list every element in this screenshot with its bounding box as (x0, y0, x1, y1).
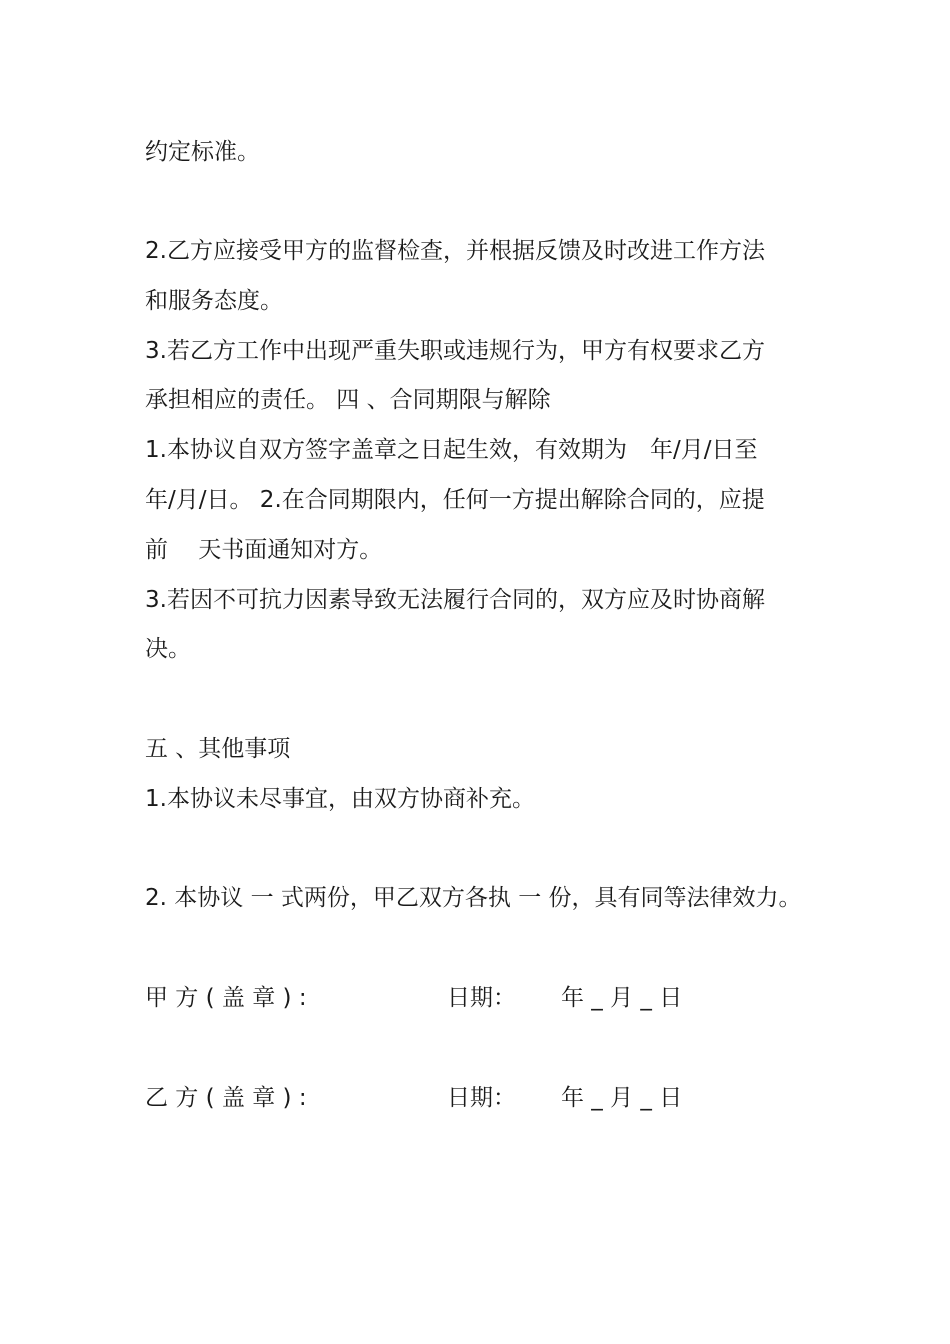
text-line: 约定标准。 (145, 139, 260, 165)
text-line: 承担相应的责任。 四 、合同期限与解除 (145, 387, 551, 413)
text-line: 2.乙方应接受甲方的监督检查，并根据反馈及时改进工作方法 (145, 238, 765, 264)
text-line: 3.若因不可抗力因素导致无法履行合同的，双方应及时协商解 (145, 587, 765, 613)
text-line: 2. 本协议 一 式两份，甲乙双方各执 一 份，具有同等法律效力。 (145, 885, 802, 911)
text-line: 和服务态度。 (145, 288, 283, 314)
text-line: 前 天书面通知对方。 (145, 537, 383, 563)
text-line: 1.本协议自双方签字盖章之日起生效，有效期为 年/月/日至 (145, 437, 758, 463)
text-line: 年/月/日。 2.在合同期限内，任何一方提出解除合同的，应提 (145, 487, 765, 513)
section-heading: 五 、其他事项 (145, 736, 291, 762)
party-a-date-label: 日期： (447, 985, 516, 1011)
party-b-date-value: 年 _ 月 _ 日 (561, 1085, 683, 1111)
party-b-seal-label: 乙 方 ( 盖 章 ) : (145, 1085, 307, 1111)
text-line: 决。 (145, 636, 191, 662)
party-b-date-label: 日期： (447, 1085, 516, 1111)
text-line: 3.若乙方工作中出现严重失职或违规行为，甲方有权要求乙方 (145, 338, 765, 364)
text-line: 1.本协议未尽事宜，由双方协商补充。 (145, 786, 535, 812)
party-a-seal-label: 甲 方 ( 盖 章 ) : (145, 985, 307, 1011)
party-a-date-value: 年 _ 月 _ 日 (561, 985, 683, 1011)
